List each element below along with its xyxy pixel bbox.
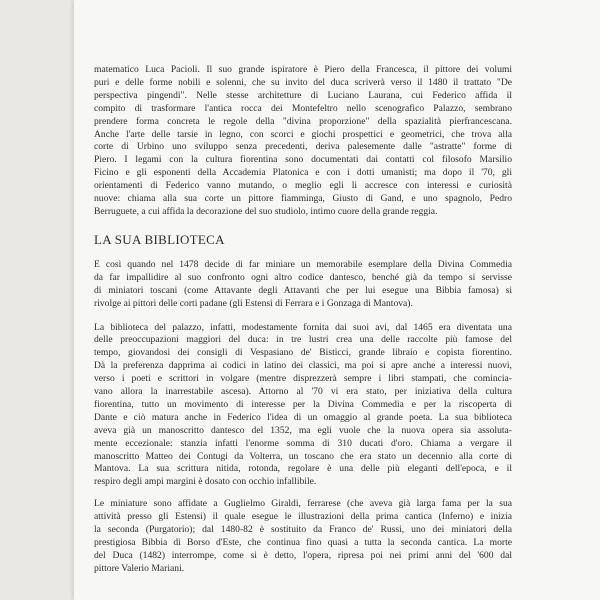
text-line: fiorentina, tutto un movimento di interesse per la Divina Commedia e per la riscoperta di [94,398,512,410]
text-line: compito di trasformare l'antica rocca dei Montefeltro nello scenografico Palazzo, sembrano [94,102,512,114]
text-line: perspectiva pingendi". Nelle stesse architetture di Luciano Laurana, cui Federico affida il [94,89,512,101]
text-line: rivolge ai pittori delle corti padane (gli Estensi di Ferrara e i Gonzaga di Mantova). [94,297,413,309]
text-line: verso i poeti e scrittori in volgare (mentre disprezzerà sempre i libri stampati, che comincia- [94,373,512,385]
text-line: del Duca (1482) interrompe, come si è detto, l'opera, ripresa poi nei primi anni del '600 dal [94,549,512,561]
text-line: mente eccezionale: stanzia infatti l'enorme somma di 310 ducati d'oro. Chiama a vergare il [94,437,512,449]
text-line: vano allora la inarrestabile ascesa). Attorno al '70 vi era stato, per iniziativa della cultura [94,386,512,398]
text-line: pittore Valerio Mariani. [94,562,185,574]
text-line: delle preoccupazioni maggiori del duca: in tre lustri crea una delle raccolte più famose del [94,334,512,346]
text-line: Anche l'arte delle tarsie in legno, con scorci e giochi prospettici e geometrici, che trova alla [94,128,512,140]
text-line: Mantova. La sua scrittura nitida, rotonda, regolare è una delle più eleganti dell'epoca, e il [94,463,512,475]
text-line: la seconda (Purgatorio); dal 1480-82 è sostituito da Franco de' Russi, uno dei miniatori della [94,524,512,536]
text-line: E così quando nel 1478 decide di far miniare un memorabile esemplare della Divina Commedia [94,258,512,270]
book-page [74,0,600,600]
section-heading: LA SUA BIBLIOTECA [94,231,225,247]
text-line: tempo, giovandosi dei consigli di Vespasiano de' Bisticci, grande libraio e copista fiorentino. [94,347,512,359]
text-line: corte di Urbino uno sviluppo senza precedenti, deriva palesemente dalle "astratte" forme di [94,141,512,153]
page-text [94,64,512,576]
text-line: Dante e ciò matura anche in Federico l'idea di un omaggio al grande poeta. La sua biblioteca [94,411,512,423]
biblioteca-paragraph-3 [94,498,512,575]
text-line: Le miniature sono affidate a Guglielmo Giraldi, ferrarese (che aveva già larga fama per la sua [94,498,512,510]
text-line: Berruguete, a cui affida la decorazione del suo studiolo, intimo cuore della grande reggia. [94,205,438,217]
text-line: matematico Luca Pacioli. Il suo grande ispiratore è Piero della Francesca, il pittore dei volumi [94,64,512,75]
text-line: respiro degli ampi margini è dosato con occhio infallibile. [94,476,317,488]
intro-paragraph [94,64,512,219]
text-line: di miniatori toscani (come Attavante degli Attavanti che per lui esegue una Bibbia famosa) si [94,284,512,296]
text-line: da far impallidire al suo confronto ogni altro codice dantesco, benché già da tempo si servisse [94,271,512,283]
text-line: aveva già un manoscritto dantesco del 1352, ma egli vuole che la nuova opera sia assoluta- [94,424,512,436]
text-line: La biblioteca del palazzo, infatti, modestamente fornita dai suoi avi, dal 1465 era diventata una [94,321,512,333]
text-line: puri e delle forme nobili e solenni, che su invito del duca scriverà verso il 1480 il trattato "De [94,76,512,88]
text-line: prestigiosa Bibbia di Borso d'Este, che continua fino quasi a tutta la seconda cantica. La morte [94,537,512,548]
text-line: manoscritto Matteo dei Contugi da Volterra, un toscano che era stato un decennio alla corte di [94,450,512,462]
text-line: attività presso gli Estensi) il quale esegue le illustrazioni della prima cantica (Inferno) e inizia [94,511,512,523]
text-line: Ficino e gli esponenti della Accademia Platonica e con i dotti umanisti; ma dopo il '70, gli [94,167,512,179]
text-line: Dà la preferenza dapprima ai codici in latino dei classici, ma poi si apre anche a interessi nuovi, [94,360,512,372]
text-line: Piero. I legami con la cultura fiorentina sono documentati dai contatti col filosofo Marsilio [94,154,512,166]
text-line: prendere forma concreta le regole della "divina proporzione" della spazialità pierfrancescana. [94,115,512,127]
text-line: nuove: chiama alla sua corte un pittore fiamminga, Giusto di Gand, e uno spagnolo, Pedro [94,193,512,205]
biblioteca-paragraph-2 [94,322,512,490]
text-line: orientamenti di Federico vanno mutando, o meglio egli li accresce con interessi e curiosità [94,180,512,192]
biblioteca-paragraph-1 [94,259,512,311]
